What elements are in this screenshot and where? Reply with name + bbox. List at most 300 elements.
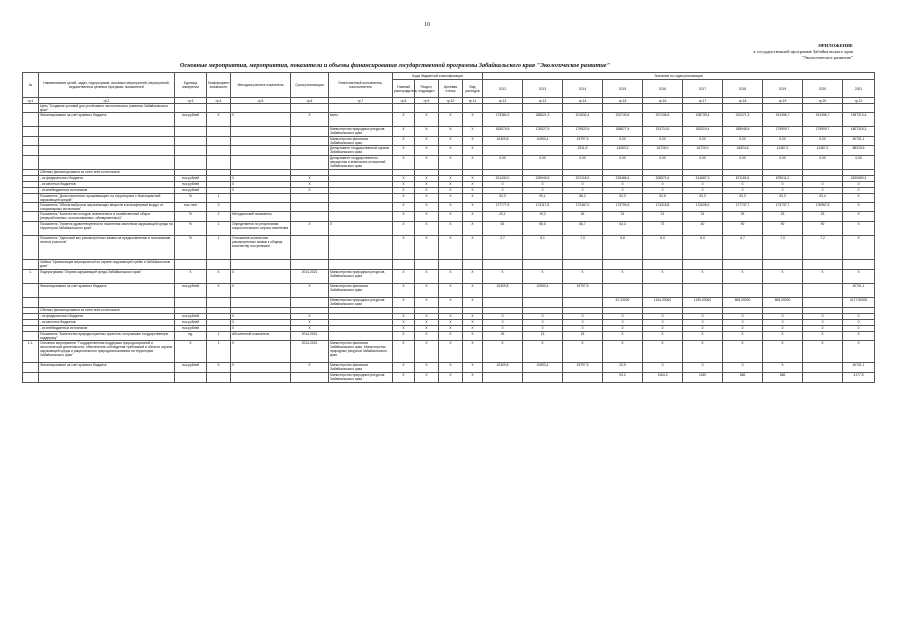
table-cell: 1150	[683, 373, 723, 383]
table-cell: 93,3	[683, 194, 723, 203]
table-cell: 0,00	[763, 156, 803, 170]
header-coef: Коэффициент значимости	[207, 73, 231, 98]
table-cell: 10309,8	[483, 284, 523, 298]
table-cell: Х	[439, 156, 463, 170]
table-cell: Министерство финансов Забайкальского края, Министерство природных ресурсов Забайкальского края	[329, 341, 393, 363]
table-cell: 0	[643, 326, 683, 332]
table-cell: 0	[843, 326, 875, 332]
column-index-cell: гр.17	[683, 98, 723, 104]
header-year-8: 2020	[803, 80, 843, 98]
table-cell: 177737,7	[723, 203, 763, 212]
table-cell	[39, 137, 175, 146]
table-cell: Х	[231, 176, 291, 182]
table-cell: 0	[643, 314, 683, 320]
table-cell: 26	[563, 212, 603, 222]
table-row	[23, 363, 875, 373]
table-cell	[175, 127, 207, 137]
table-cell: Основное мероприятие "Государственная поддержка природоохранной и экологической деятельности, обеспечение соблюдения требований в области охраны окружающей среды и рационального природопользования на территории Забайкальского края"	[39, 341, 175, 363]
table-cell: Объемы финансирования за счет всех источников	[39, 170, 175, 176]
table-cell: Х	[463, 332, 483, 341]
table-cell: 0	[563, 320, 603, 326]
table-cell: Х	[439, 182, 463, 188]
header-year-3: 2015	[603, 80, 643, 98]
table-cell: 0	[603, 314, 643, 320]
table-cell: тыс.рублей	[175, 363, 207, 373]
table-cell: 163074,5	[483, 127, 523, 137]
table-cell: 0	[603, 320, 643, 326]
table-cell	[329, 203, 393, 212]
table-cell: 0,00	[723, 137, 763, 146]
table-cell: 0	[563, 326, 603, 332]
table-cell: 93,3	[723, 194, 763, 203]
table-cell: %	[175, 194, 207, 203]
table-cell: Х	[763, 270, 803, 284]
table-cell: 1	[207, 236, 231, 260]
table-cell	[207, 146, 231, 156]
table-cell: Х	[843, 341, 875, 363]
table-cell: 67,20000	[603, 298, 643, 308]
table-cell: 92,3	[603, 194, 643, 203]
table-cell	[523, 104, 563, 113]
table-cell: 0	[483, 326, 523, 332]
table-cell	[39, 373, 175, 383]
table-cell: Х	[439, 222, 463, 236]
table-cell: Х	[415, 298, 439, 308]
table-cell: 0	[643, 320, 683, 326]
table-cell: Финансирование за счет краевого бюджета	[39, 284, 175, 298]
table-cell: 172626,0	[683, 203, 723, 212]
table-cell	[291, 156, 329, 170]
table-cell	[23, 127, 39, 137]
table-cell	[175, 156, 207, 170]
document-title: Основные мероприятия, мероприятия, показатели и объемы финансирования государственной программы Забайкальского края "Экологическое развитие"	[180, 62, 611, 69]
column-index-cell: гр.12	[483, 98, 523, 104]
table-row	[23, 236, 875, 260]
table-cell: Х	[463, 326, 483, 332]
table-cell: - из внебюджетных источников	[39, 188, 175, 194]
table-cell: 19797,9	[563, 363, 603, 373]
table-cell	[23, 222, 39, 236]
table-cell: Министерство природных ресурсов Забайкальского края	[329, 298, 393, 308]
table-cell: Х	[439, 212, 463, 222]
table-cell: тыс.рублей	[175, 113, 207, 127]
table-cell: Х	[415, 320, 439, 326]
table-cell: Х	[393, 284, 415, 298]
table-cell: Х	[175, 270, 207, 284]
table-cell: Х	[439, 146, 463, 156]
table-cell	[563, 298, 603, 308]
table-cell: 40701,1	[843, 284, 875, 298]
table-row	[23, 203, 875, 212]
table-cell: - из федерального бюджета	[39, 314, 175, 320]
column-index-cell: гр.16	[643, 98, 683, 104]
table-cell	[231, 137, 291, 146]
table-cell: Х	[393, 176, 415, 182]
table-cell: Х	[393, 212, 415, 222]
table-cell	[393, 260, 415, 270]
table-cell: Х	[523, 270, 563, 284]
table-cell: Методический показатель	[231, 212, 291, 222]
table-cell: Х	[393, 298, 415, 308]
table-cell	[483, 298, 523, 308]
table-cell	[39, 127, 175, 137]
table-cell: 6,0	[643, 236, 683, 260]
table-cell: Х	[415, 182, 439, 188]
table-cell: 0	[643, 188, 683, 194]
table-cell	[231, 298, 291, 308]
table-cell: Х	[415, 236, 439, 260]
table-cell: 31	[603, 212, 643, 222]
table-cell: Министерство природных ресурсов Забайкальского края	[329, 373, 393, 383]
table-cell: 0,00	[523, 156, 563, 170]
header-year-9: 2021	[843, 80, 875, 98]
table-cell: 0	[523, 188, 563, 194]
table-cell	[175, 104, 207, 113]
table-cell: 172467,0	[563, 203, 603, 212]
table-cell: Х	[463, 203, 483, 212]
table-cell: 2014-2021	[291, 332, 329, 341]
table-cell	[483, 104, 523, 113]
table-cell	[207, 104, 231, 113]
table-cell: 0	[803, 326, 843, 332]
column-index-cell: гр.6	[291, 98, 329, 104]
table-cell: Х	[439, 284, 463, 298]
table-row	[23, 284, 875, 298]
table-cell: Х	[329, 222, 393, 236]
table-cell: 0	[523, 314, 563, 320]
table-cell: Х	[415, 326, 439, 332]
table-cell: Задача "Организация мероприятий по охране окружающей среды в Забайкальском крае"	[39, 260, 175, 270]
table-cell: Показатель "Уровень удовлетворенности населения качеством окружающей среды на территории Забайкальского края"	[39, 222, 175, 236]
table-cell: Х	[393, 194, 415, 203]
table-cell: Х	[439, 298, 463, 308]
column-index-cell: гр.15	[603, 98, 643, 104]
appendix-line-2: к государственной программе Забайкальского края	[753, 49, 853, 54]
table-cell	[231, 156, 291, 170]
table-cell: Х	[415, 127, 439, 137]
table-cell	[291, 127, 329, 137]
table-cell: Х	[463, 373, 483, 383]
table-cell: 93,4	[803, 194, 843, 203]
table-cell: 73	[643, 222, 683, 236]
table-cell: Х	[439, 314, 463, 320]
table-cell: 207436,5	[643, 113, 683, 127]
table-cell: Х	[439, 373, 463, 383]
table-cell	[603, 284, 643, 298]
table-cell	[763, 284, 803, 298]
table-cell: 0	[563, 182, 603, 188]
table-cell: 0,00	[643, 156, 683, 170]
table-cell: Х	[803, 270, 843, 284]
table-cell: Х	[393, 341, 415, 363]
table-cell	[291, 236, 329, 260]
table-cell: Х	[843, 236, 875, 260]
table-cell	[231, 194, 291, 203]
table-cell: Х	[393, 203, 415, 212]
table-cell	[231, 373, 291, 383]
table-cell: 665,00000	[723, 298, 763, 308]
header-name: Наименование целей, задач, подпрограмм, основных мероприятий, мероприятий, ведомственных целевых программ, показателей	[39, 73, 175, 98]
table-cell	[23, 194, 39, 203]
table-cell: Х	[415, 146, 439, 156]
table-cell: Х	[291, 284, 329, 298]
column-index-cell: гр.11	[463, 98, 483, 104]
table-cell: 15726,0	[643, 146, 683, 156]
table-cell: Х	[207, 270, 231, 284]
table-cell: Х	[393, 137, 415, 146]
table-cell: Х	[291, 182, 329, 188]
table-cell: тыс.рублей	[175, 314, 207, 320]
table-cell	[803, 104, 843, 113]
table-cell: Х	[523, 341, 563, 363]
table-cell: 16524,8	[723, 146, 763, 156]
table-cell: 0	[763, 320, 803, 326]
table-cell: всего	[329, 113, 393, 127]
table-cell: 11487,0	[803, 146, 843, 156]
table-cell	[415, 104, 439, 113]
table-cell: 0	[603, 326, 643, 332]
table-cell: Х	[463, 182, 483, 188]
table-cell: 179909,7	[763, 127, 803, 137]
table-cell: 226943,9	[523, 176, 563, 182]
table-cell	[291, 212, 329, 222]
table-cell: 0,00	[683, 156, 723, 170]
table-cell: Х	[463, 222, 483, 236]
table-cell: 0,00	[763, 137, 803, 146]
table-row	[23, 104, 875, 113]
table-cell: 7,0	[563, 236, 603, 260]
table-cell	[603, 260, 643, 270]
table-cell: 0	[843, 314, 875, 320]
table-cell: Х	[843, 194, 875, 203]
table-cell: Х	[463, 341, 483, 363]
table-cell: 0,00	[843, 156, 875, 170]
table-cell: 201632,4	[563, 113, 603, 127]
table-cell: 0,00	[643, 137, 683, 146]
table-cell: 5,8	[603, 236, 643, 260]
header-section: Раздел, подраздел	[415, 80, 439, 98]
table-cell	[393, 104, 415, 113]
table-cell: Х	[483, 270, 523, 284]
table-cell	[415, 260, 439, 270]
table-row	[23, 270, 875, 284]
table-cell: 0	[523, 326, 563, 332]
table-cell	[291, 104, 329, 113]
table-cell: 1.	[23, 270, 39, 284]
table-cell: 2	[207, 212, 231, 222]
table-cell: 0	[723, 182, 763, 188]
table-cell: 65,0	[523, 222, 563, 236]
table-cell: 16720,0	[683, 146, 723, 156]
table-cell	[23, 363, 39, 373]
table-cell: Х	[415, 363, 439, 373]
table-cell	[643, 104, 683, 113]
table-cell	[483, 373, 523, 383]
table-cell	[231, 260, 291, 270]
table-cell: 0	[763, 182, 803, 188]
column-index-cell: гр.2	[39, 98, 175, 104]
table-cell: Х	[463, 363, 483, 373]
table-cell: Департамент государственной охраны Забайкальского края	[329, 146, 393, 156]
table-cell: 202471,3	[723, 113, 763, 127]
table-cell: Х	[291, 314, 329, 320]
table-cell: 188677,4	[603, 127, 643, 137]
table-cell: 208571,6	[643, 176, 683, 182]
table-cell: 0,00	[563, 156, 603, 170]
table-cell: Х	[393, 236, 415, 260]
table-cell: 1164,3	[643, 373, 683, 383]
table-cell: 671152,6	[723, 176, 763, 182]
table-cell: Х	[439, 363, 463, 373]
table-cell	[207, 260, 231, 270]
table-cell: 182019,4	[683, 127, 723, 137]
table-cell: Х	[463, 314, 483, 320]
program-table	[22, 72, 875, 383]
table-cell: Х	[843, 203, 875, 212]
table-cell: 176957,9	[803, 203, 843, 212]
appendix-note	[753, 43, 853, 61]
table-cell: 207418,3	[563, 176, 603, 182]
table-cell: Х	[415, 176, 439, 182]
table-cell: Х	[463, 194, 483, 203]
table-cell: Х	[563, 341, 603, 363]
table-cell	[483, 260, 523, 270]
table-cell: 1807318,3	[843, 127, 875, 137]
table-cell: Министерство природных ресурсов Забайкальского края	[329, 270, 393, 284]
column-index-cell: гр.19	[763, 98, 803, 104]
table-cell: Х	[393, 127, 415, 137]
table-cell: Х	[439, 203, 463, 212]
table-cell: 191710,5	[643, 127, 683, 137]
table-cell: 0	[563, 314, 603, 320]
table-cell: Отношение количества рассмотренных заявок к общему количеству поступивших	[231, 236, 291, 260]
table-cell: 665	[723, 373, 763, 383]
column-index-cell: гр.1	[23, 98, 39, 104]
table-cell: Х	[603, 341, 643, 363]
table-cell	[207, 137, 231, 146]
table-cell: 90	[723, 222, 763, 236]
table-cell	[329, 260, 393, 270]
table-cell: Министерство финансов Забайкальского края	[329, 363, 393, 373]
table-cell: 15	[563, 332, 603, 341]
table-cell: Х	[803, 341, 843, 363]
table-cell: Х	[763, 341, 803, 363]
table-cell: - из местных бюджетов	[39, 320, 175, 326]
header-expense: Вид расходов	[463, 80, 483, 98]
table-cell: Х	[439, 270, 463, 284]
table-row	[23, 222, 875, 236]
table-cell: Х	[231, 182, 291, 188]
table-cell: Х	[393, 182, 415, 188]
header-year-7: 2019	[763, 80, 803, 98]
table-cell: Х	[291, 363, 329, 373]
table-cell: - из внебюджетных источников	[39, 326, 175, 332]
table-cell: Х	[439, 127, 463, 137]
header-unit: Единица измерения	[175, 73, 207, 98]
table-cell: Х	[291, 188, 329, 194]
table-cell: 1	[207, 194, 231, 203]
table-cell: Х	[723, 332, 763, 341]
table-cell: Х	[231, 314, 291, 320]
table-cell: Х	[291, 326, 329, 332]
table-cell: Х	[439, 326, 463, 332]
table-cell: Х	[291, 176, 329, 182]
table-cell: Х	[291, 222, 329, 236]
table-cell: 19797,9	[563, 137, 603, 146]
table-cell: 7,0	[763, 236, 803, 260]
table-cell: Объемы финансирования за счет всех источников	[39, 308, 175, 314]
column-index-cell: гр.4	[207, 98, 231, 104]
table-cell	[231, 146, 291, 156]
table-cell: Х	[723, 270, 763, 284]
table-cell: Х	[463, 156, 483, 170]
table-cell: Х	[393, 156, 415, 170]
table-cell	[803, 260, 843, 270]
table-cell: Показатель "Количество природоохранных проектов, получивших государственную поддержку"	[39, 332, 175, 341]
table-cell: Х	[415, 194, 439, 203]
table-cell: тыс.рублей	[175, 182, 207, 188]
table-cell	[231, 104, 291, 113]
table-cell	[207, 373, 231, 383]
table-cell: 1	[207, 332, 231, 341]
table-cell: тыс.тонн	[175, 203, 207, 212]
table-cell: 0	[803, 314, 843, 320]
table-cell: 0	[603, 182, 643, 188]
table-row	[23, 212, 875, 222]
table-cell: 1	[207, 341, 231, 363]
header-year-6: 2018	[723, 80, 763, 98]
table-cell	[643, 260, 683, 270]
table-row	[23, 127, 875, 137]
table-cell: 0	[803, 182, 843, 188]
table-cell: 0	[483, 188, 523, 194]
table-cell: 2014-2021	[291, 270, 329, 284]
page-number: 10	[424, 22, 430, 28]
appendix-line-1: ПРИЛОЖЕНИЕ	[818, 43, 853, 48]
table-cell: 0	[763, 188, 803, 194]
table-cell: 0	[483, 314, 523, 320]
table-cell: 40	[683, 222, 723, 236]
table-cell: 0	[207, 203, 231, 212]
header-method: Методика расчета показателя	[231, 73, 291, 98]
table-cell: 0	[643, 363, 683, 373]
table-cell: Министерство финансов Забайкальского края	[329, 137, 393, 146]
table-cell: - из местных бюджетов	[39, 182, 175, 188]
table-cell: 0	[523, 182, 563, 188]
table-row	[23, 332, 875, 341]
header-year-4: 2016	[643, 80, 683, 98]
table-row	[23, 156, 875, 170]
table-row	[23, 113, 875, 127]
table-cell: 0	[843, 182, 875, 188]
table-cell	[803, 284, 843, 298]
table-cell	[39, 298, 175, 308]
table-cell: - из федерального бюджета	[39, 176, 175, 182]
table-cell: 0	[763, 326, 803, 332]
table-cell: 191396,7	[803, 113, 843, 127]
table-cell: 19,2	[523, 212, 563, 222]
table-cell	[231, 203, 291, 212]
table-cell: Х	[415, 270, 439, 284]
table-cell: тыс.рублей	[175, 326, 207, 332]
table-cell	[763, 260, 803, 270]
table-cell: 0	[683, 188, 723, 194]
column-index-cell: гр.14	[563, 98, 603, 104]
header-admin: Главный распорядитель	[393, 80, 415, 98]
table-cell: Х	[439, 176, 463, 182]
table-row	[23, 194, 875, 203]
table-cell: 6,7	[723, 236, 763, 260]
